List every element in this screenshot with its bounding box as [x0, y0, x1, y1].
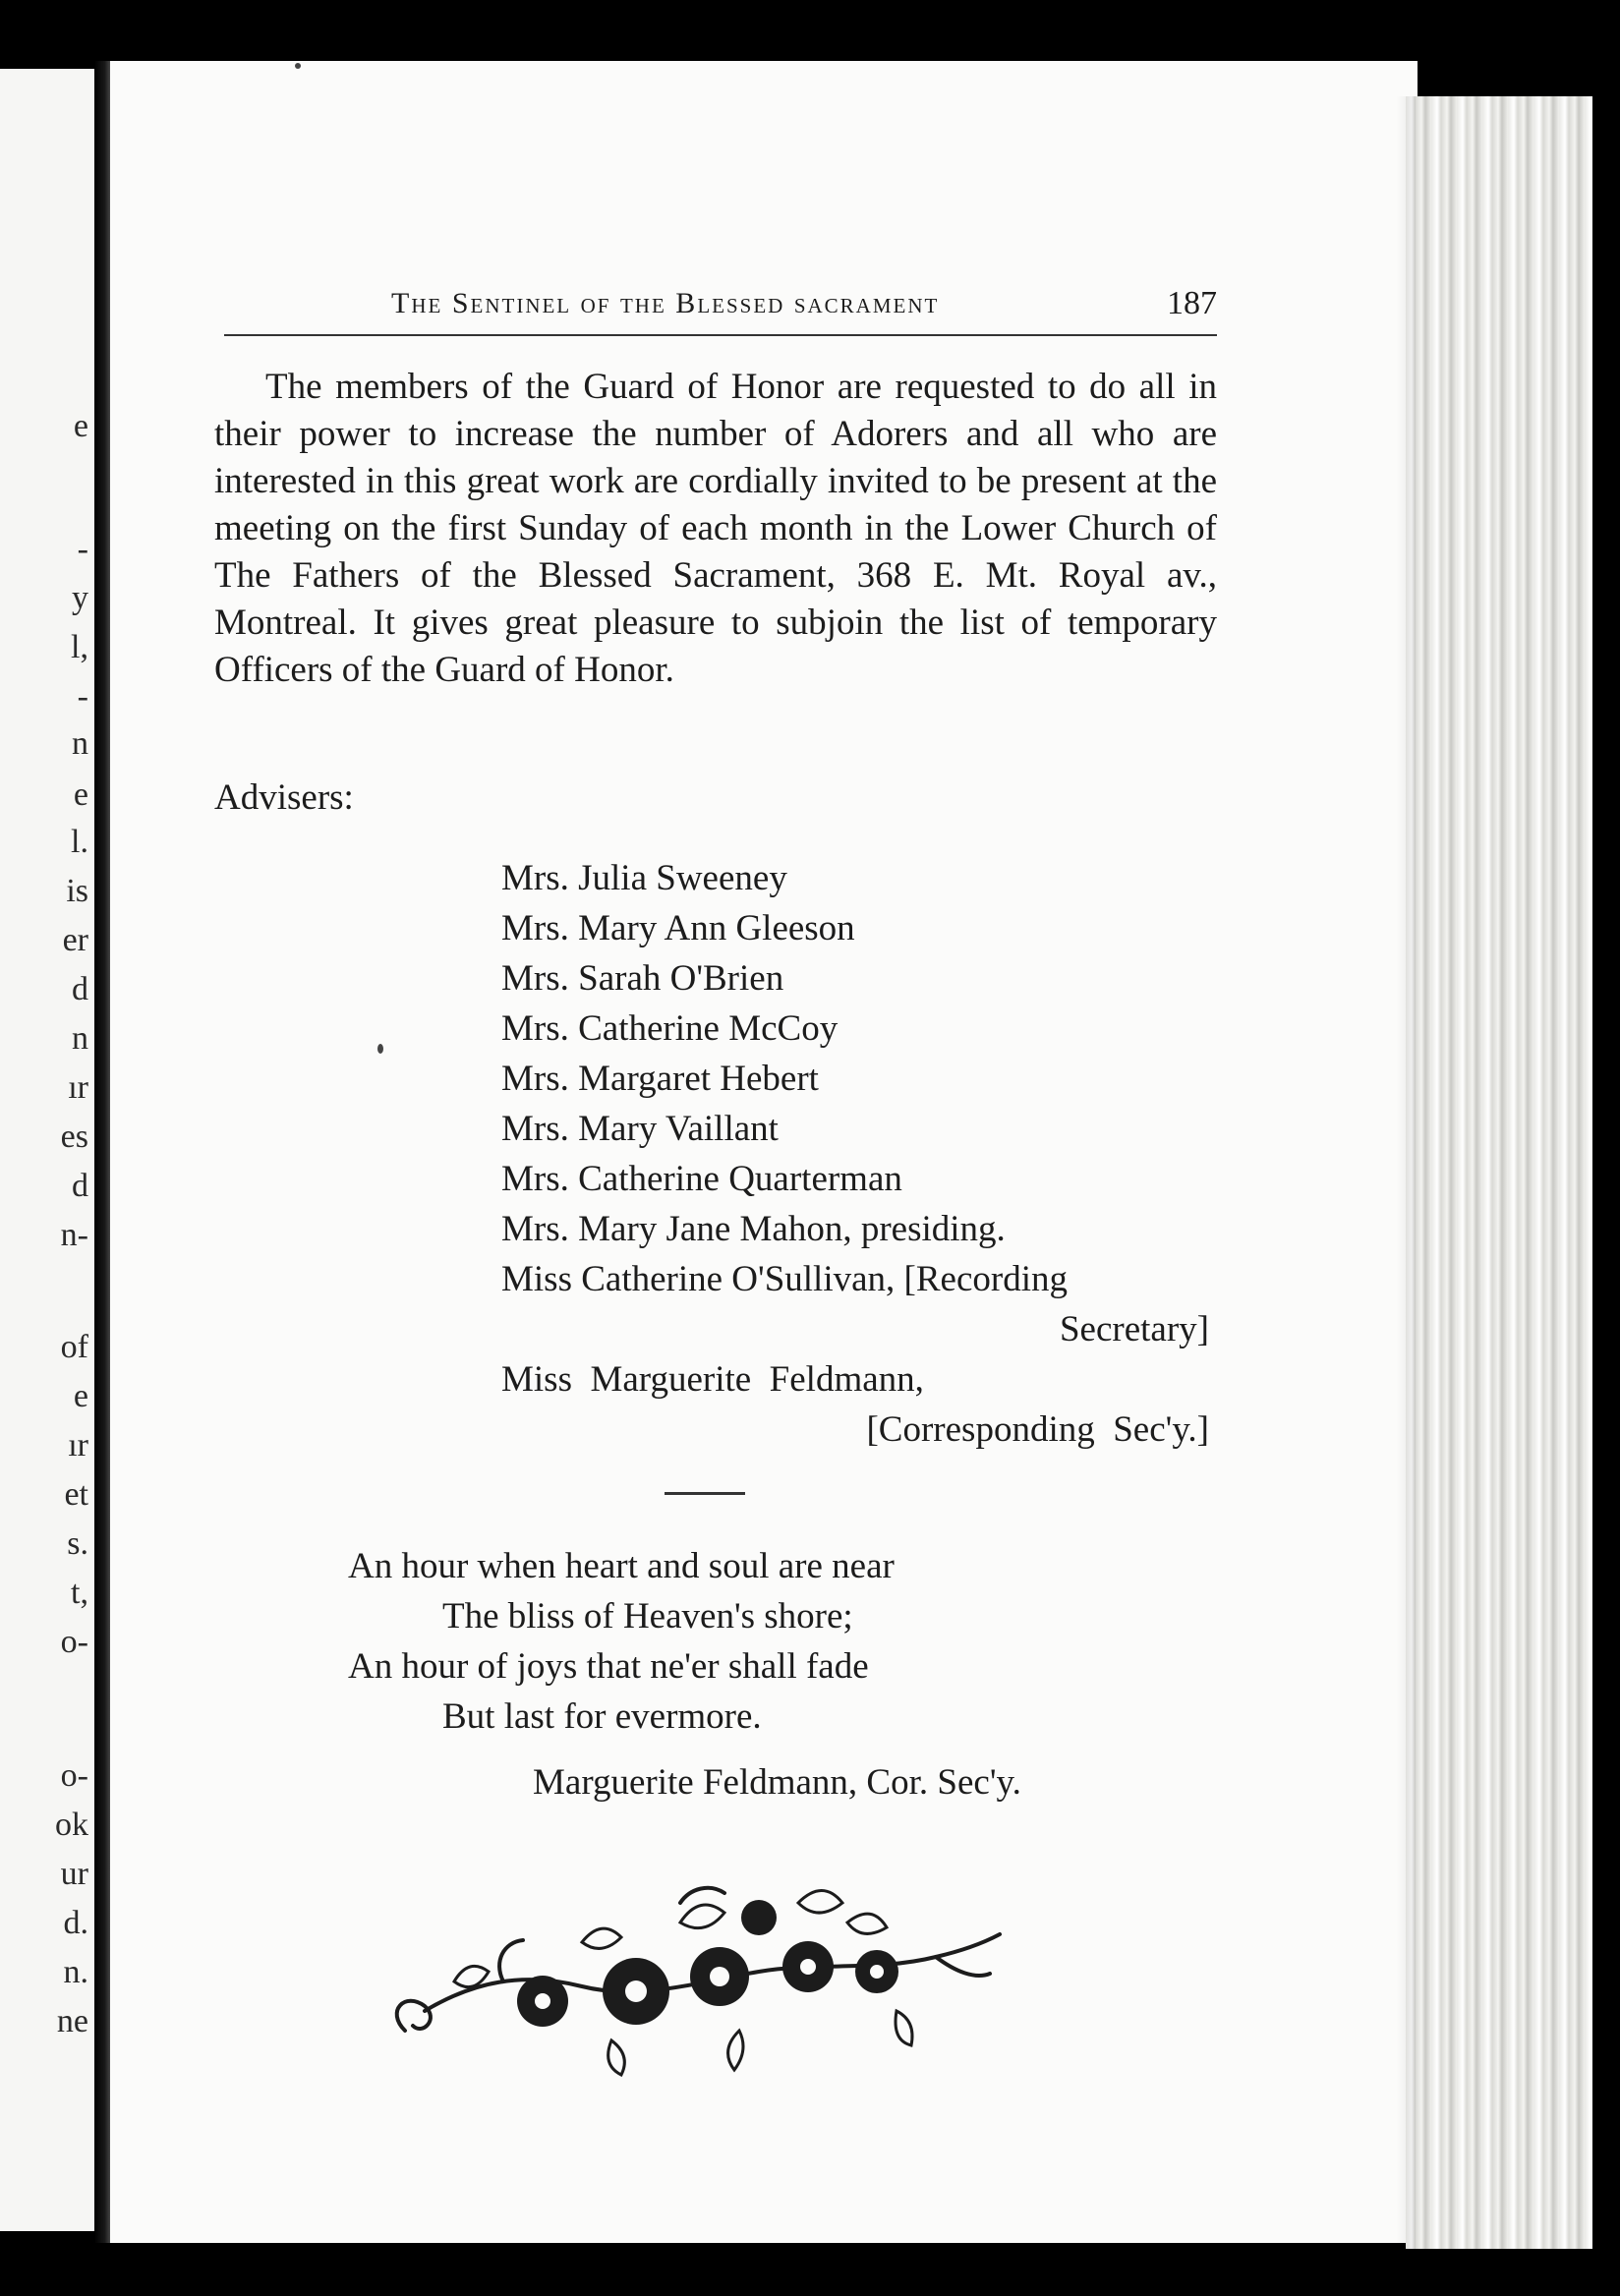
fragment: ır — [68, 1069, 88, 1106]
fragment: - — [77, 678, 88, 715]
fragment: d — [72, 1168, 88, 1204]
adviser-name: Mrs. Mary Vaillant — [501, 1109, 779, 1149]
poem-line: An hour when heart and soul are near — [348, 1546, 895, 1586]
fragment: et — [64, 1476, 88, 1513]
scan-speck — [377, 1044, 383, 1054]
signature: Marguerite Feldmann, Cor. Sec'y. — [533, 1762, 1021, 1803]
body-paragraph-block — [214, 364, 1217, 694]
fragment: er — [62, 922, 88, 958]
facing-page-text-fragments — [0, 69, 98, 2231]
fragment: ne — [56, 2003, 88, 2039]
fragment: is — [66, 873, 88, 909]
page-edges — [1406, 96, 1592, 2249]
adviser-name: Mrs. Sarah O'Brien — [501, 958, 784, 999]
fragment: n — [72, 725, 88, 762]
fragment: e — [73, 1378, 88, 1414]
fragment: l. — [71, 824, 88, 860]
adviser-title-continuation: Secretary] — [1059, 1309, 1209, 1349]
fragment: ır — [68, 1427, 88, 1464]
fragment: - — [77, 531, 88, 567]
running-header — [224, 287, 1217, 346]
page-number: 187 — [1167, 285, 1217, 321]
fragment: n. — [63, 1954, 88, 1990]
facing-page-left — [0, 69, 98, 2231]
fragment: ur — [60, 1856, 88, 1892]
body-paragraph: The members of the Guard of Honor are requested to do all in their power to increase the number of Adorers and all who are interested in this great work are cordially invited to be present at the meeting on the first Sunday of each month in the Lower Church of The Fathers of the Blessed Sacrament, 368 E. Mt. Royal av., Montreal. It gives great pleasure to subjoin the list of temporary Officers of the Guard of Honor. — [214, 367, 1217, 690]
poem-line: The bliss of Heaven's shore; — [442, 1596, 853, 1636]
running-title: The Sentinel of the Blessed sacrament — [391, 287, 940, 319]
adviser-name: Mrs. Julia Sweeney — [501, 858, 787, 898]
scan-speck — [295, 63, 301, 69]
adviser-name: Miss Marguerite Feldmann, — [501, 1359, 924, 1400]
fragment: n- — [60, 1217, 88, 1253]
fragment: es — [60, 1119, 88, 1155]
adviser-name: Miss Catherine O'Sullivan, [Recording — [501, 1259, 1068, 1299]
fragment: of — [60, 1329, 88, 1365]
adviser-name: Mrs. Catherine McCoy — [501, 1008, 839, 1049]
fragment: d. — [63, 1905, 88, 1941]
header-rule — [224, 334, 1217, 336]
adviser-name: Mrs. Margaret Hebert — [501, 1059, 819, 1099]
advisers-list — [501, 853, 1209, 1455]
fragment: s. — [67, 1525, 88, 1562]
fragment: e — [73, 776, 88, 813]
section-divider — [665, 1492, 745, 1495]
fragment: y — [72, 580, 88, 616]
adviser-name: Mrs. Catherine Quarterman — [501, 1159, 902, 1199]
floral-ornament-icon — [385, 1864, 1014, 2099]
fragment: n — [72, 1020, 88, 1057]
fragment: t, — [71, 1575, 88, 1611]
fragment: ok — [55, 1807, 88, 1843]
poem — [348, 1541, 1056, 1742]
adviser-name: Mrs. Mary Jane Mahon, presiding. — [501, 1209, 1006, 1249]
poem-line: But last for evermore. — [442, 1696, 762, 1737]
poem-line: An hour of joys that ne'er shall fade — [348, 1646, 869, 1687]
advisers-label: Advisers: — [214, 777, 354, 818]
page-edge-shadow — [1396, 96, 1416, 2249]
adviser-name: Mrs. Mary Ann Gleeson — [501, 908, 855, 948]
fragment: o- — [60, 1624, 88, 1660]
fragment: o- — [60, 1757, 88, 1794]
fragment: l, — [71, 629, 88, 665]
fragment: e — [73, 408, 88, 444]
adviser-title-continuation: [Corresponding Sec'y.] — [866, 1409, 1209, 1450]
fragment: d — [72, 971, 88, 1007]
